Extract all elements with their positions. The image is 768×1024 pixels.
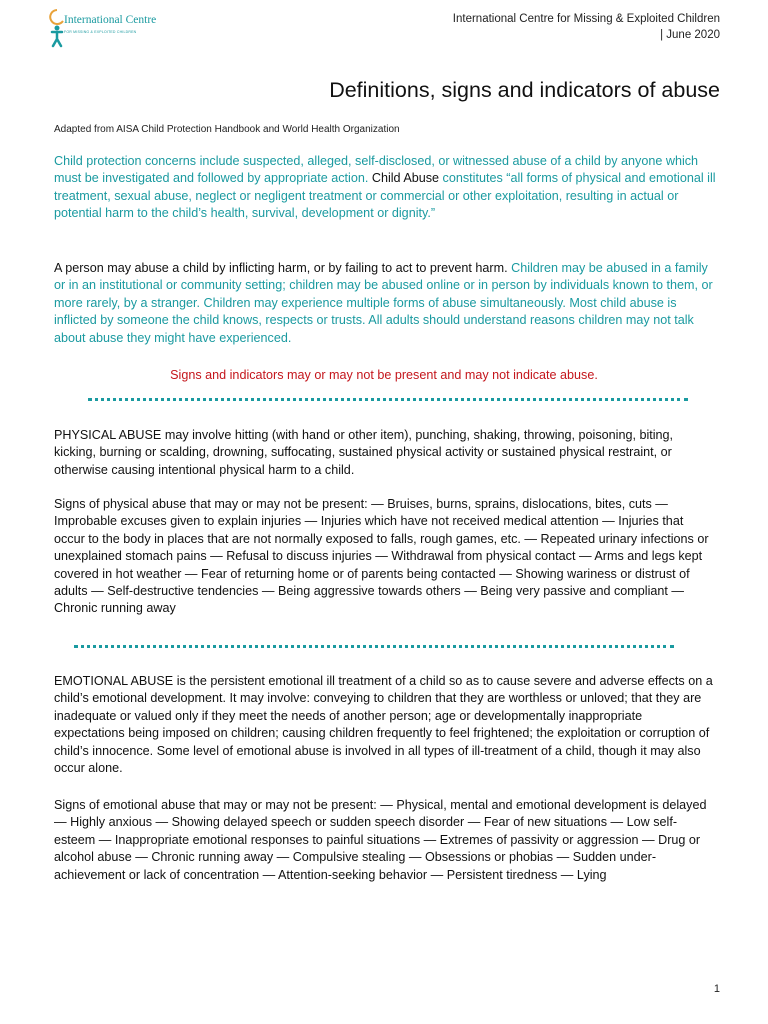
emotional-signs-list: : — Physical, mental and emotional development is delayed — Highly anxious — Showing delayed speech or sudden speech disorder — Fear of new situations — Low self-esteem — Inappropriate emotional responses to painful situations — Extremes of passivity or aggression — Drug or alcohol abuse — Chronic running away — Compulsive stealing — Obsessions or phobias — Sudden under-achievement or lack of concentration — Attention-seeking behavior — Persistent tiredness — Lying bbox=[54, 798, 707, 882]
physical-signs-lead: Signs of physical abuse that may or may not be present: bbox=[54, 497, 368, 511]
child-abuse-definition: constitutes “all forms of physical and emotional ill treatment, sexual abuse, neglect or negligent treatment or commercial or other exploitation, resulting in actual or potential harm to the child’s health, survival, development or dignity.” bbox=[54, 171, 716, 221]
emotional-abuse-signs bbox=[54, 797, 716, 884]
page-number: 1 bbox=[713, 983, 720, 995]
emotional-abuse-text: is the persistent emotional ill treatment of a child so as to cause severe and adverse effects on a child’s emotional development. It may involve: conveying to children that they are worthless or unloved; that they are inadequate or valued only if they meet the needs of another person; age or developmentally inappropriate expectations being imposed on children; causing children frequently to feel frightened; the exploitation or corruption of child’s innocence. bbox=[54, 674, 713, 758]
physical-signs-list: — Bruises, burns, sprains, dislocations, bites, cuts — Improbable excuses given to explain injuries — Injuries which have not received medical attention — Injuries that occur to the body in places that are not normally exposed to falls, rough games, etc. — Repeated urinary infections or unexplained stomach pains — Refusal to discuss injuries — Withdrawal from physical contact — Arms and legs kept covered in hot weather — Fear of returning home or of parents being contacted — Showing wariness or distrust of adults — Self-destructive tendencies — Being aggressive towards others — Being very passive and compliant — Chronic running away bbox=[54, 497, 709, 616]
physical-abuse-term: PHYSICAL ABUSE bbox=[54, 428, 162, 442]
intro-text: Child protection concerns include suspected, alleged, self-disclosed, or witnessed abuse of a child by anyone which must be investigated and followed by appropriate action. bbox=[54, 154, 699, 186]
organization-name: International Centre for Missing & Exploited Children bbox=[452, 13, 720, 25]
document-header bbox=[360, 11, 720, 43]
emotional-abuse-period: . bbox=[119, 761, 123, 776]
harm-text: Children may be abused in a family or in an institutional or community setting; children may be abused online or in person by individuals known to them, or more rarely, by a stranger. Children may experience multiple forms of abuse simultaneously. Most child abuse is inflicted by someone the child knows, respects or trusts. All adults should understand reasons children may not talk about abuse they might have experienced. bbox=[54, 261, 713, 345]
page-title: Definitions, signs and indicators of abuse bbox=[329, 78, 720, 102]
section-divider bbox=[74, 645, 674, 648]
emotional-abuse-definition bbox=[54, 673, 716, 777]
source-attribution: Adapted from AISA Child Protection Handbook and World Health Organization bbox=[54, 124, 400, 135]
physical-abuse-signs bbox=[54, 496, 716, 618]
emotional-signs-lead: Signs of emotional abuse that may or may not be present bbox=[54, 798, 374, 812]
physical-abuse-definition bbox=[54, 427, 716, 479]
organization-logo bbox=[48, 8, 173, 48]
emotional-abuse-emphasis: Some level of emotional abuse is involved in all types of ill-treatment of a child, though it may also occur alone bbox=[54, 743, 701, 776]
physical-abuse-text: may involve hitting (with hand or other item), punching, shaking, throwing, poisoning, biting, kicking, burning or scalding, drowning, suffocating, sustained physical activity or sustained physical restraint, or otherwise causing intentional physical harm to a child. bbox=[54, 428, 674, 477]
harm-lead: A person may abuse a child by inflicting harm, or by failing to act to prevent harm. bbox=[54, 261, 508, 275]
harm-paragraph bbox=[54, 260, 716, 347]
intro-paragraph bbox=[54, 153, 716, 223]
child-abuse-term: Child Abuse bbox=[371, 171, 440, 186]
section-divider bbox=[88, 398, 688, 401]
emotional-abuse-term: EMOTIONAL ABUSE bbox=[54, 674, 174, 688]
warning-statement: Signs and indicators may or may not be present and may not indicate abuse. bbox=[170, 368, 598, 382]
logo-text: International Centre bbox=[64, 14, 157, 26]
logo-subtext: FOR MISSING & EXPLOITED CHILDREN bbox=[64, 30, 137, 34]
document-date: | June 2020 bbox=[660, 29, 720, 41]
